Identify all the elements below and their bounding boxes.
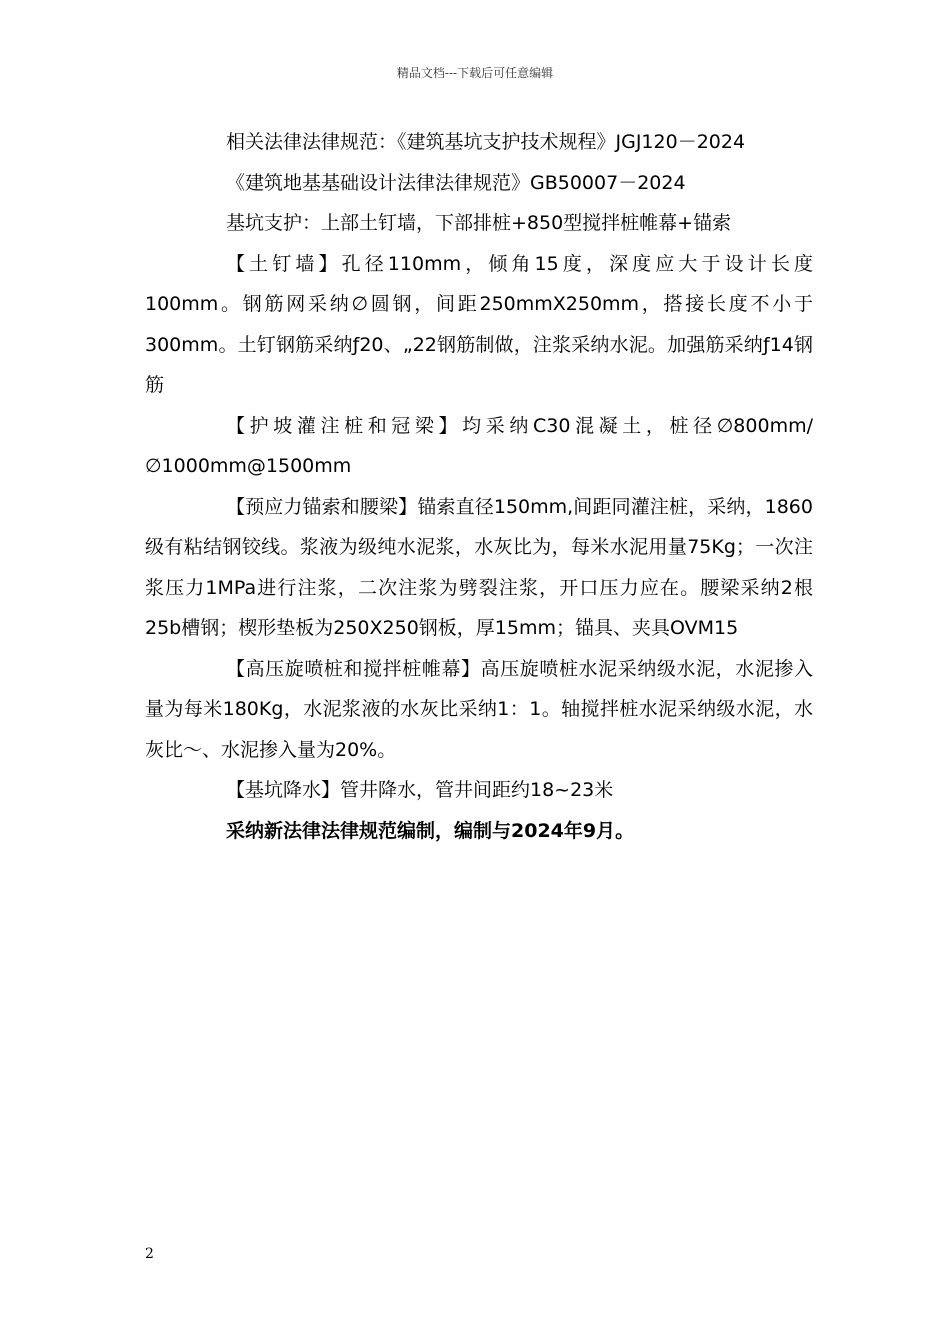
paragraph-regulation-2: 《建筑地基基础设计法律法律规范》GB50007－2024 xyxy=(226,171,686,194)
paragraph-soil-nail-wall: 【土钉墙】孔径110mm，倾角15度，深度应大于设计长度100mm。钢筋网采纳∅圆钢，间距250mmX250mm，搭接长度不小于300mm。土钉钢筋采纳ƒ20、„22钢筋制做，注浆采纳水泥。加强筋采纳ƒ14钢筋 xyxy=(145,252,813,396)
page-number: 2 xyxy=(145,1246,154,1262)
paragraph-bored-pile: 【护坡灌注桩和冠梁】均采纳C30混凝土，桩径∅800mm/∅1000mm@1500mm xyxy=(145,414,813,477)
paragraph-prestressed-anchor: 【预应力锚索和腰梁】锚索直径150mm,间距同灌注桩，采纳，1860级有粘结钢铰线。浆液为级纯水泥浆，水灰比为，每米水泥用量75Kg；一次注浆压力1MPa进行注浆，二次注浆为劈裂注浆，开口压力应在。腰梁采纳2根25b槽钢；楔形垫板为250X250钢板，厚15mm；锚具、夹具OVM15 xyxy=(145,495,813,639)
paragraph-jet-grout-curtain: 【高压旋喷桩和搅拌桩帷幕】高压旋喷桩水泥采纳级水泥，水泥掺入量为每米180Kg，水泥浆液的水灰比采纳1：1。轴搅拌桩水泥采纳级水泥，水灰比～、水泥掺入量为20%。 xyxy=(145,657,813,761)
document-body xyxy=(145,122,813,851)
page-header: 精品文档---下载后可任意编辑 xyxy=(396,66,554,80)
paragraph-compilation-note: 采纳新法律法律规范编制，编制与2024年9月。 xyxy=(226,819,635,842)
paragraph-regulation-1: 相关法律法律规范：《建筑基坑支护技术规程》JGJ120－2024 xyxy=(226,131,746,153)
paragraph-dewatering: 【基坑降水】管井降水，管井间距约18~23米 xyxy=(226,779,614,801)
paragraph-support-summary: 基坑支护：上部土钉墙，下部排桩+850型搅拌桩帷幕+锚索 xyxy=(226,212,732,234)
